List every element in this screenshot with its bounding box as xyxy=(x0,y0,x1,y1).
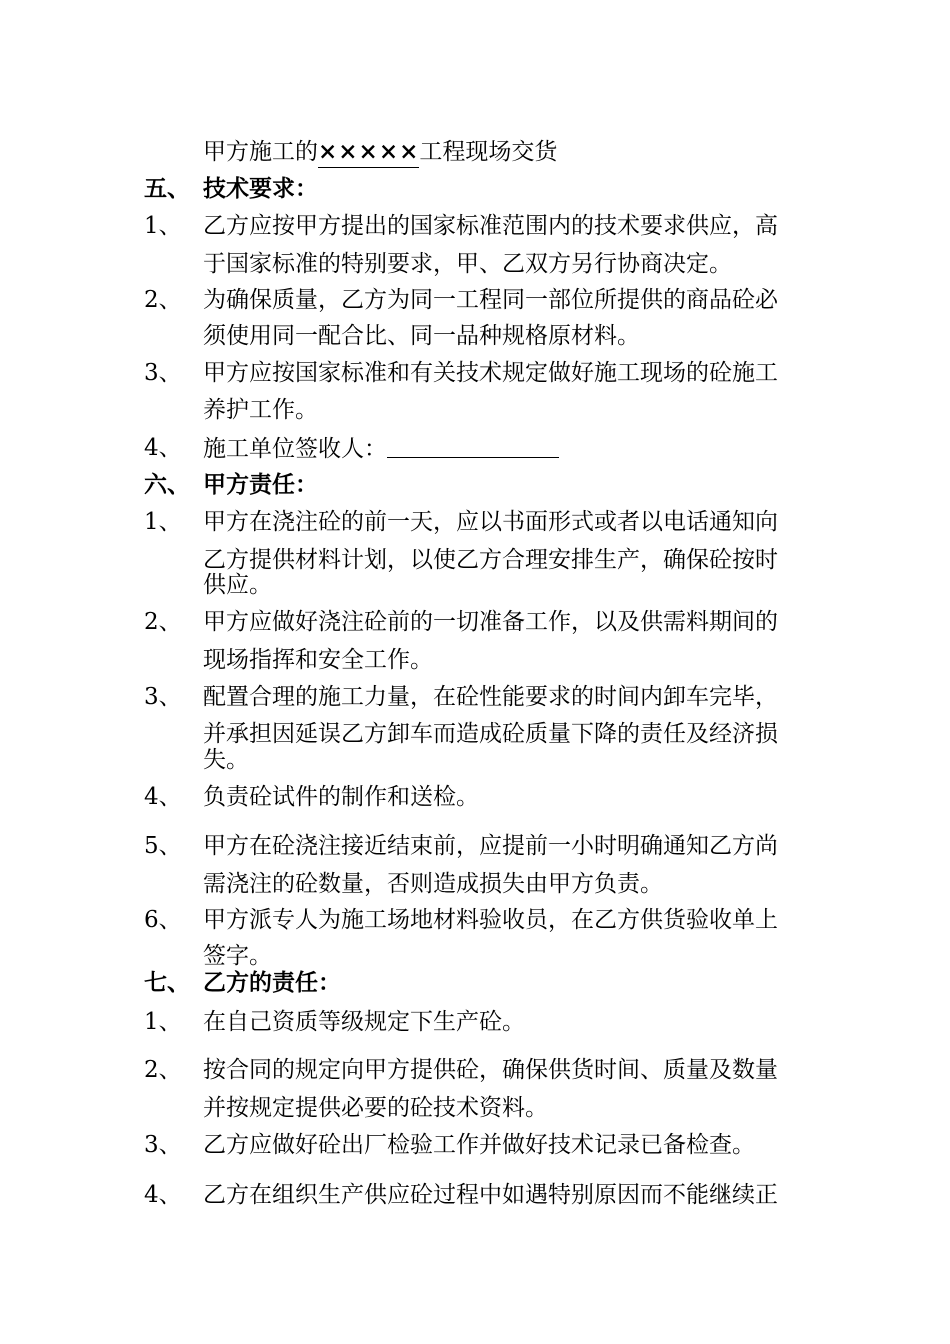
s7-item-1-number: 1、 xyxy=(144,1009,182,1035)
s6-item-3-line-3: 失。 xyxy=(203,747,249,773)
delivery-suffix: 工程现场交货 xyxy=(419,139,558,165)
s7-item-2-number: 2、 xyxy=(144,1057,182,1083)
section-7-number: 七、 xyxy=(144,969,190,996)
s5-item-4-number: 4、 xyxy=(144,435,182,461)
s5-item-3-line-1: 甲方应按国家标准和有关技术规定做好施工现场的砼施工 xyxy=(203,360,778,386)
section-5-title: 技术要求： xyxy=(203,175,318,202)
section-5-number: 五、 xyxy=(144,175,190,202)
section-6-title: 甲方责任： xyxy=(203,471,318,498)
s6-item-4-number: 4、 xyxy=(144,784,182,810)
s5-item-2-line-2: 须使用同一配合比、同一品种规格原材料。 xyxy=(203,323,640,349)
s7-item-2-line-2: 并按规定提供必要的砼技术资料。 xyxy=(203,1095,548,1121)
s6-item-1-line-1: 甲方在浇注砼的前一天，应以书面形式或者以电话通知向 xyxy=(203,509,778,535)
s7-item-4-line-1: 乙方在组织生产供应砼过程中如遇特别原因而不能继续正 xyxy=(203,1182,778,1208)
s7-item-3-number: 3、 xyxy=(144,1132,182,1158)
signatory-line xyxy=(203,433,559,464)
s7-item-1-line-1: 在自己资质等级规定下生产砼。 xyxy=(203,1009,525,1035)
s6-item-2-line-2: 现场指挥和安全工作。 xyxy=(203,647,433,673)
signatory-label: 施工单位签收人： xyxy=(203,436,387,462)
s6-item-1-number: 1、 xyxy=(144,509,182,535)
s6-item-5-number: 5、 xyxy=(144,833,182,859)
s5-item-1-number: 1、 xyxy=(144,213,182,239)
s6-item-2-number: 2、 xyxy=(144,609,182,635)
s7-item-3-line-1: 乙方应做好砼出厂检验工作并做好技术记录已备检查。 xyxy=(203,1132,755,1158)
s6-item-6-line-1: 甲方派专人为施工场地材料验收员，在乙方供货验收单上 xyxy=(203,907,778,933)
signatory-blank-field[interactable] xyxy=(387,433,559,458)
section-7-title: 乙方的责任： xyxy=(203,969,341,996)
s5-item-2-number: 2、 xyxy=(144,287,182,313)
s5-item-3-line-2: 养护工作。 xyxy=(203,397,318,423)
s6-item-5-line-2: 需浇注的砼数量，否则造成损失由甲方负责。 xyxy=(203,871,663,897)
s6-item-5-line-1: 甲方在砼浇注接近结束前，应提前一小时明确通知乙方尚 xyxy=(203,833,778,859)
s6-item-6-line-2: 签字。 xyxy=(203,943,272,969)
s6-item-2-line-1: 甲方应做好浇注砼前的一切准备工作，以及供需料期间的 xyxy=(203,609,778,635)
s7-item-4-number: 4、 xyxy=(144,1182,182,1208)
s6-item-3-line-1: 配置合理的施工力量，在砼性能要求的时间内卸车完毕， xyxy=(203,684,778,710)
s5-item-2-line-1: 为确保质量，乙方为同一工程同一部位所提供的商品砼必 xyxy=(203,287,778,313)
s6-item-4-line-1: 负责砼试件的制作和送检。 xyxy=(203,784,479,810)
delivery-prefix: 甲方施工的 xyxy=(203,139,318,165)
s6-item-1-line-3: 供应。 xyxy=(203,572,272,598)
s6-item-6-number: 6、 xyxy=(144,907,182,933)
s6-item-1-line-2: 乙方提供材料计划，以使乙方合理安排生产，确保砼按时 xyxy=(203,547,778,573)
s5-item-1-line-2: 于国家标准的特别要求，甲、乙双方另行协商决定。 xyxy=(203,251,732,277)
project-name-placeholder: ××××× xyxy=(318,137,419,168)
s6-item-3-number: 3、 xyxy=(144,684,182,710)
s5-item-1-line-1: 乙方应按甲方提出的国家标准范围内的技术要求供应，高 xyxy=(203,213,778,239)
section-6-number: 六、 xyxy=(144,471,190,498)
s5-item-3-number: 3、 xyxy=(144,360,182,386)
delivery-location-line xyxy=(203,137,557,168)
s6-item-3-line-2: 并承担因延误乙方卸车而造成砼质量下降的责任及经济损 xyxy=(203,721,778,747)
s7-item-2-line-1: 按合同的规定向甲方提供砼，确保供货时间、质量及数量 xyxy=(203,1057,778,1083)
